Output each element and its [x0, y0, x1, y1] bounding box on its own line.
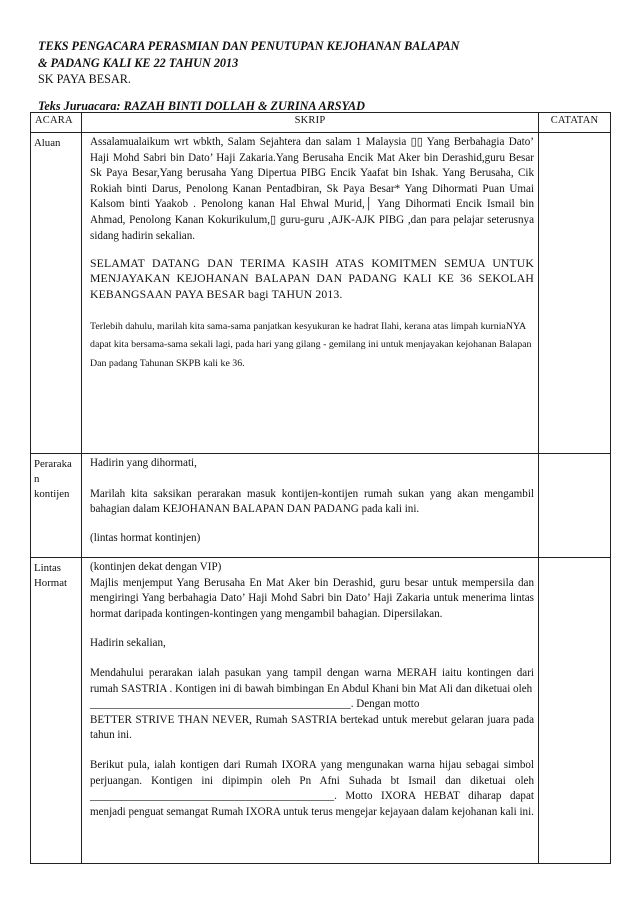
- acara-cell: Aluan: [31, 133, 82, 454]
- juruacara-names: RAZAH BINTI DOLLAH & ZURINA ARSYAD: [123, 99, 365, 113]
- document-subtitle: & PADANG KALI KE 22 TAHUN 2013: [38, 56, 239, 70]
- ixora-paragraph: Berikut pula, ialah kontigen dari Rumah IXORA yang mengunakan warna hijau sebagai simbol perjuangan. Kontigen ini dipimpin oleh Pn Afni Suhada bt Ismail dan diketuai oleh ____________________________________________. Motto IXORA HEBAT diharap dapat menjadi penguat semangat Rumah IXORA untuk terus mengejar kejayaan dalam kejohanan kali ini.: [90, 758, 534, 818]
- skrip-cell: [82, 558, 539, 864]
- skrip-cell: [82, 133, 539, 454]
- lintas-note: (lintas hormat kontinjen): [90, 531, 201, 544]
- sastria-motto: BETTER STRIVE THAN NEVER, Rumah SASTRIA bertekad untuk merebut gelaran juara pada tahun ini.: [90, 713, 534, 742]
- catatan-cell: [539, 454, 611, 558]
- jemputan-paragraph: Majlis menjemput Yang Berusaha En Mat Aker bin Derashid, guru besar untuk mempersila dan mengiringi Yang berbahagia Dato’ Haji Mohd Sabri bin Dato’ Haji Zakaria untuk menerima lintas hormat daripada kontingen-kontingen yang mengambil bahagian. Dipersilakan.: [90, 576, 534, 620]
- header-acara: ACARA: [31, 113, 82, 133]
- vip-note: (kontinjen dekat dengan VIP): [90, 561, 222, 573]
- hadirin-sekalian: Hadirin sekalian,: [90, 637, 166, 650]
- sastria-paragraph: Mendahului perarakan ialah pasukan yang tampil dengan warna MERAH iaitu kontingen dari rumah SASTRIA . Kontigen ini di bawah bimbingan En Abdul Khani bin Mat Ali dan diketuai oleh: [90, 666, 534, 695]
- document-title: TEKS PENGACARA PERASMIAN DAN PENUTUPAN KEJOHANAN BALAPAN: [38, 39, 460, 53]
- aluan-paragraph: Assalamualaikum wrt wbkth, Salam Sejahtera dan salam 1 Malaysia ▯▯ Yang Berbahagia Dato’ Haji Mohd Sabri bin Dato’ Haji Zakaria.Yang Berusaha Encik Mat Aker bin Derashid,guru Besar Sk Paya Besar,Yang berusaha Yang Dipertua PIBG Encik Yaafat bin Ishak. Yang Berusaha, Cik Rokiah binti Darus, Penolong Kanan Pentadbiran, Sk Paya Besar* Yang Dihormati Puan Umai Kalsom binti Yaakob . Penolong kanan Hal Ehwal Murid,│ Yang Dihormati Encik Ismail bin Ahmad, Penolong Kanan Kokurikulum,▯ guru-guru ,AJK-AJK PIBG ,dan para pelajar seterusnya sidang hadirin sekalian.: [90, 136, 534, 242]
- table-row: [31, 133, 611, 454]
- skrip-cell: [82, 454, 539, 558]
- sastria-blank-line: _______________________________________________. Dengan motto: [90, 698, 420, 711]
- hadirin-paragraph: Hadirin yang dihormati,: [90, 457, 197, 469]
- school-name: SK PAYA BESAR.: [38, 72, 131, 86]
- catatan-cell: [539, 133, 611, 454]
- table-header-row: [31, 113, 611, 133]
- script-table: [30, 112, 611, 864]
- welcome-paragraph: SELAMAT DATANG DAN TERIMA KASIH ATAS KOMITMEN SEMUA UNTUK MENJAYAKAN KEJOHANAN BALAPAN DAN PADANG KALI KE 36 SEKOLAH KEBANGSAAN PAYA BESAR bagi TAHUN 2013.: [90, 257, 534, 301]
- syukur-paragraph: Terlebih dahulu, marilah kita sama-sama panjatkan kesyukuran ke hadrat Ilahi, kerana atas limpah kurniaNYA dapat kita bersama-sama sekali lagi, pada hari yang gilang - gemilang ini untuk menjayakan kejohanan Balapan Dan padang Tahunan SKPB kali ke 36.: [90, 321, 532, 369]
- catatan-cell: [539, 558, 611, 864]
- juruacara-label: Teks Juruacara:: [38, 99, 121, 113]
- header-skrip: SKRIP: [82, 113, 539, 133]
- acara-cell: Lintas Hormat: [31, 558, 82, 864]
- acara-cell: Peraraka n kontijen: [31, 454, 82, 558]
- header-catatan: CATATAN: [539, 113, 611, 133]
- table-row: [31, 558, 611, 864]
- table-row: [31, 454, 611, 558]
- perarakan-paragraph: Marilah kita saksikan perarakan masuk kontijen-kontijen rumah sukan yang akan mengambil bahagian dalam KEJOHANAN BALAPAN DAN PADANG pada kali ini.: [90, 487, 534, 516]
